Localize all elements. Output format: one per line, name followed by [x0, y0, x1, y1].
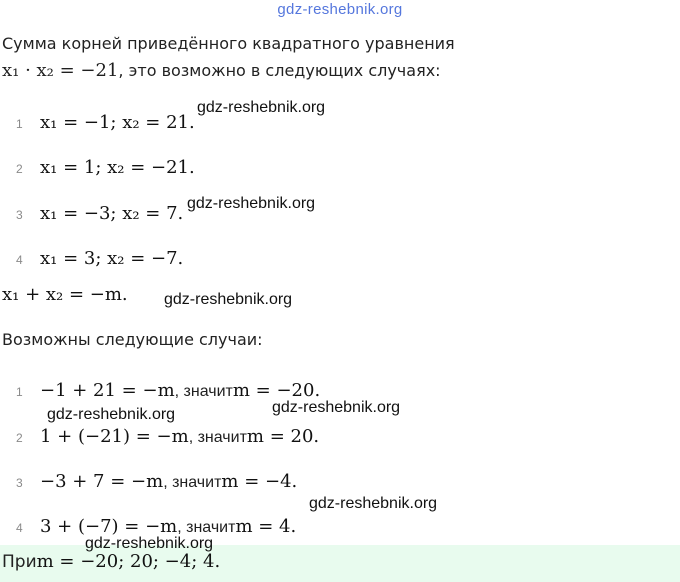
case2-word: , значит [174, 383, 233, 400]
case2-result: m = 4. [235, 516, 297, 537]
case-item-3 [16, 203, 183, 224]
case-item-4 [16, 248, 183, 269]
watermark: gdz-reshebnik.org [272, 399, 401, 416]
list-number: 2 [16, 431, 23, 445]
case2-expression: −1 + 21 = −m [40, 380, 175, 401]
case2-item-3 [16, 471, 297, 492]
case2-expression: 1 + (−21) = −m [40, 426, 189, 447]
list-number: 2 [16, 162, 23, 176]
watermark: gdz-reshebnik.org [85, 535, 214, 552]
case2-word: , значит [163, 474, 222, 491]
list-number: 1 [16, 385, 23, 399]
case2-word: , значит [177, 519, 236, 536]
list-number: 3 [16, 476, 23, 490]
case-formula: x₁ = 3; x₂ = −7. [40, 248, 184, 269]
case-formula: x₁ = −1; x₂ = 21. [40, 112, 195, 133]
list-number: 4 [16, 521, 23, 535]
case2-item-2 [16, 426, 319, 447]
intro-line-2 [2, 60, 441, 81]
case2-expression: 3 + (−7) = −m [40, 516, 178, 537]
case-formula: x₁ = 1; x₂ = −21. [40, 157, 195, 178]
list-number: 4 [16, 253, 23, 267]
case-formula: x₁ = −3; x₂ = 7. [40, 203, 184, 224]
sum-formula: x₁ + x₂ = −m. [2, 284, 128, 305]
list-number: 3 [16, 208, 23, 222]
case-item-2 [16, 157, 195, 178]
case2-item-4 [16, 516, 296, 537]
watermark: gdz-reshebnik.org [164, 291, 293, 308]
case2-item-1 [16, 380, 320, 401]
possible-cases-label: Возможны следующие случаи: [2, 330, 263, 349]
answer-prefix: При [2, 552, 37, 572]
watermark: gdz-reshebnik.org [309, 495, 438, 512]
case2-result: m = 20. [246, 426, 320, 447]
case2-result: m = −20. [232, 380, 321, 401]
case2-result: m = −4. [221, 471, 298, 492]
intro-line-2-text: , это возможно в следующих случаях: [118, 61, 441, 80]
watermark: gdz-reshebnik.org [187, 195, 316, 212]
watermark: gdz-reshebnik.org [197, 99, 326, 116]
product-formula: x₁ · x₂ = −21 [2, 60, 119, 81]
intro-line-1: Сумма корней приведённого квадратного уравнения [2, 34, 455, 53]
case-item-1 [16, 112, 195, 133]
case2-expression: −3 + 7 = −m [40, 471, 164, 492]
watermark: gdz-reshebnik.org [47, 406, 176, 423]
answer-line [2, 551, 220, 572]
watermark-top: gdz-reshebnik.org [277, 1, 403, 18]
answer-formula: m = −20; 20; −4; 4. [36, 551, 221, 572]
list-number: 1 [16, 117, 23, 131]
case2-word: , значит [188, 429, 247, 446]
